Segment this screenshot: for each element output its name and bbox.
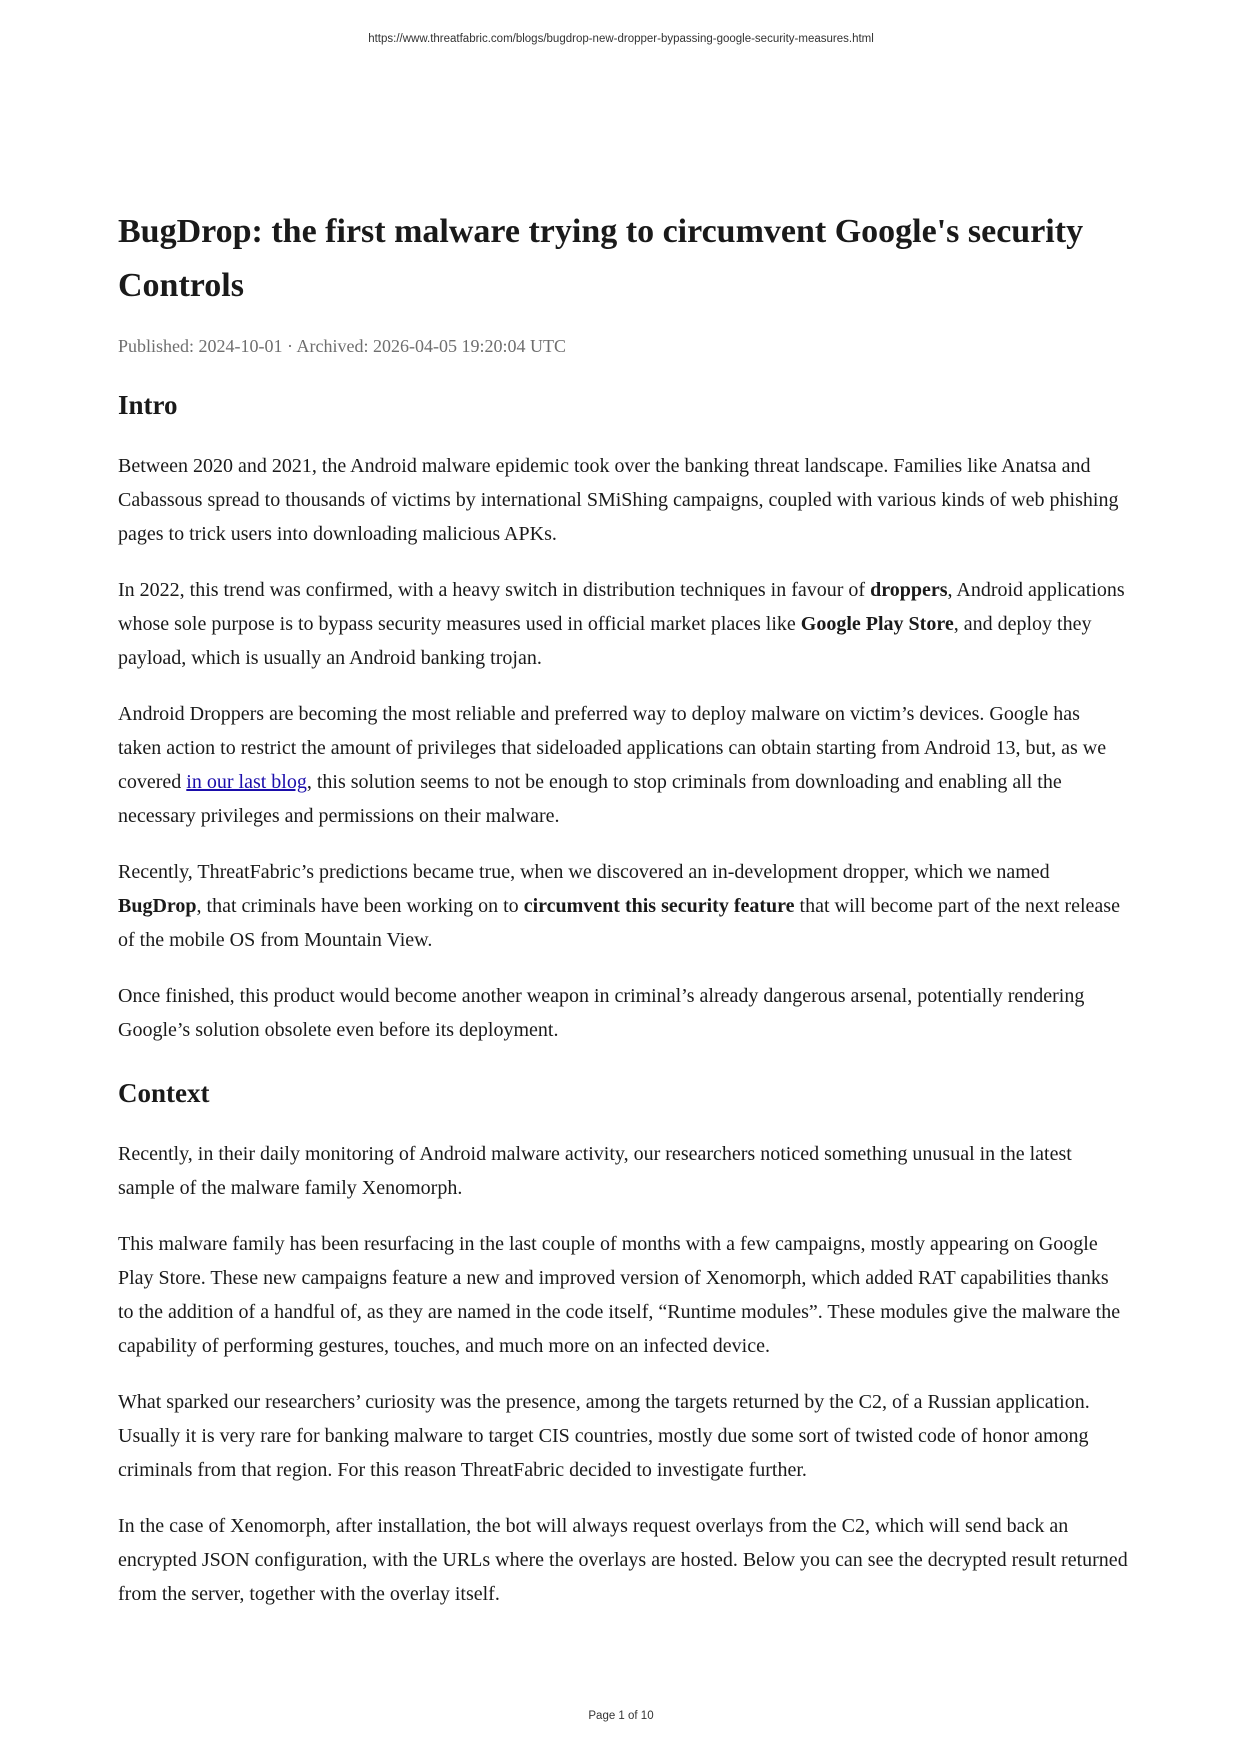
bold-text: circumvent this security feature (523, 895, 795, 917)
paragraph: In the case of Xenomorph, after installation, the bot will always request overlays from the C2, which will send back an encrypted JSON configuration, with the URLs where the overlays are hosted. Below you can see the decrypted result returned from the server, together with the overlay itself. (118, 1515, 1128, 1605)
paragraph: Once finished, this product would become another weapon in criminal’s already dangerous arsenal, potentially rendering Google’s solution obsolete even before its deployment. (118, 985, 1085, 1041)
article (118, 205, 1128, 1611)
paragraph: Between 2020 and 2021, the Android malware epidemic took over the banking threat landscape. Families like Anatsa and Cabassous spread to thousands of victims by international SMiShing campaigns, coupled with various kinds of web phishing pages to trick users into downloading malicious APKs. (118, 455, 1119, 545)
paragraph (118, 697, 1128, 833)
page-number: Page 1 of 10 (588, 1710, 654, 1722)
text-run: , Android applications whose sole purpose is to bypass security measures used in official market places like (118, 579, 1125, 635)
section-heading-intro: Intro (118, 390, 178, 420)
last-blog-link[interactable]: in our last blog (186, 771, 307, 793)
text-run: Android Droppers are becoming the most reliable and preferred way to deploy malware on victim’s devices. Google has taken action to restrict the amount of privileges that sideloaded applications can obtain starting from Android 13, but, as we covered (118, 703, 1107, 793)
article-meta: Published: 2024-10-01 · Archived: 2026-04-05 19:20:04 UTC (118, 336, 566, 356)
text-run: , that criminals have been working on to (196, 895, 524, 917)
paragraph (118, 573, 1128, 675)
text-run: In 2022, this trend was confirmed, with a heavy switch in distribution techniques in favour of (118, 579, 871, 601)
article-title: BugDrop: the first malware trying to circumvent Google's security Controls (118, 213, 1084, 304)
paragraph: Recently, in their daily monitoring of Android malware activity, our researchers noticed something unusual in the latest sample of the malware family Xenomorph. (118, 1143, 1072, 1199)
paragraph: This malware family has been resurfacing in the last couple of months with a few campaigns, mostly appearing on Google Play Store. These new campaigns feature a new and improved version of Xenomorph, which added RAT capabilities thanks to the addition of a handful of, as they are named in the code itself, “Runtime modules”. These modules give the malware the capability of performing gestures, touches, and much more on an infected device. (118, 1233, 1121, 1357)
paragraph: What sparked our researchers’ curiosity was the presence, among the targets returned by the C2, of a Russian application. Usually it is very rare for banking malware to target CIS countries, mostly due some sort of twisted code of honor among criminals from that region. For this reason ThreatFabric decided to investigate further. (118, 1391, 1090, 1481)
bold-text: BugDrop (118, 895, 197, 917)
text-run: Recently, ThreatFabric’s predictions became true, when we discovered an in-development dropper, which we named (118, 861, 1050, 883)
bold-text: droppers (870, 579, 948, 601)
section-heading-context: Context (118, 1078, 210, 1108)
text-run: , and deploy they payload, which is usually an Android banking trojan. (118, 613, 1092, 669)
text-run: that will become part of the next release of the mobile OS from Mountain View. (118, 895, 1120, 951)
text-run: , this solution seems to not be enough to stop criminals from downloading and enabling all the necessary privileges and permissions on their malware. (118, 771, 1062, 827)
paragraph (118, 855, 1128, 957)
page-url-header: https://www.threatfabric.com/blogs/bugdrop-new-dropper-bypassing-google-security-measures.html (368, 33, 874, 45)
bold-text: Google Play Store (800, 613, 954, 635)
